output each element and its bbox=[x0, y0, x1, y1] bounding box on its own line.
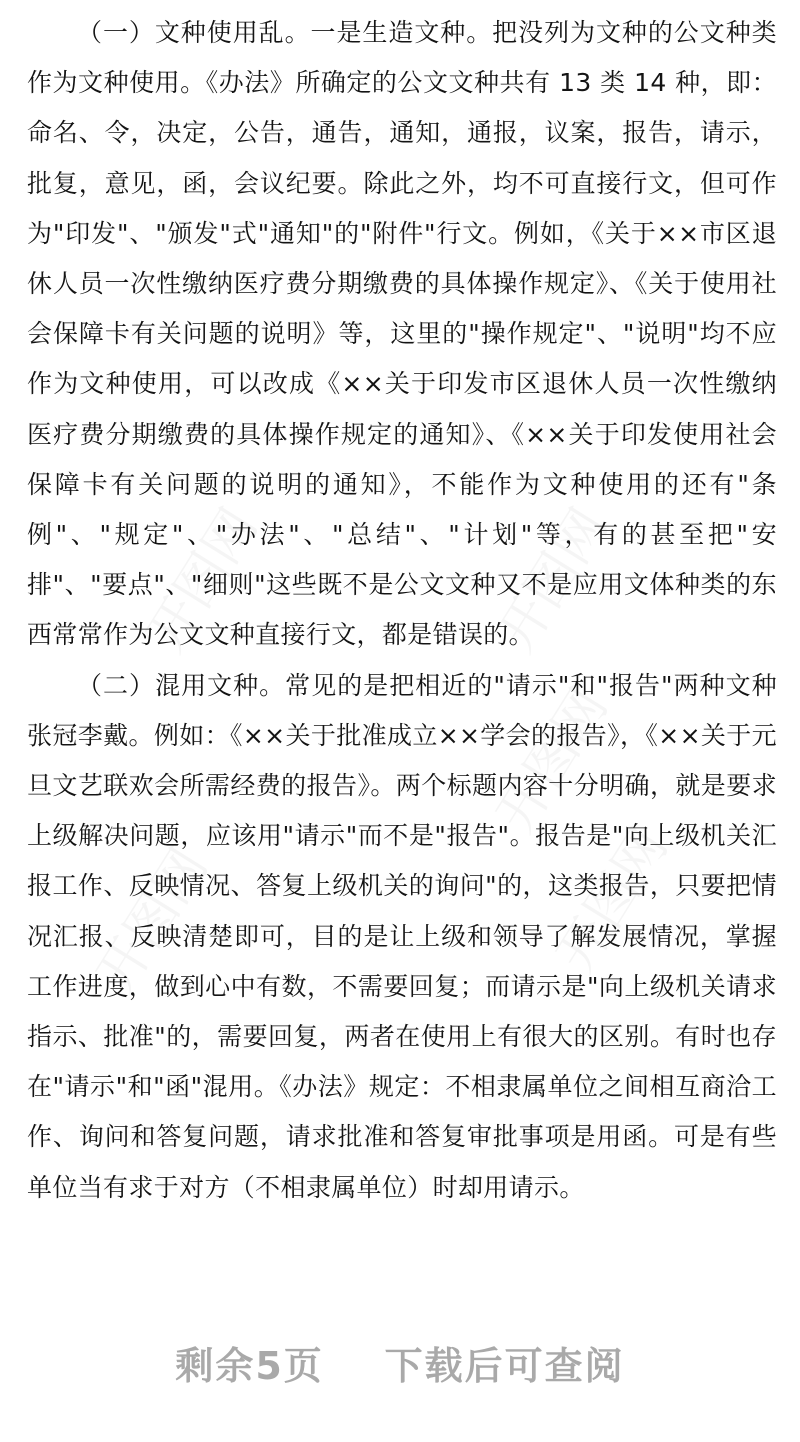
watermark-text: 开图网 bbox=[545, 818, 680, 983]
watermark-text: 开图网 bbox=[485, 678, 620, 843]
watermark-text: 开图网 bbox=[85, 838, 220, 1003]
watermark-text: 开图网 bbox=[485, 498, 620, 663]
document-body bbox=[27, 8, 777, 1213]
paragraph-2: （二）混用文种。常见的是把相近的"请示"和"报告"两种文种张冠李戴。例如：《××关于批准成立××学会的报告》，《××关于元旦文艺联欢会所需经费的报告》。两个标题内容十分明确，就是要求上级解决问题，应该用"请示"而不是"报告"。报告是"向上级机关汇报工作、反映情况、答复上级机关的询问"的，这类报告，只要把情况汇报、反映清楚即可，目的是让上级和领导了解发展情况，掌握工作进度，做到心中有数，不需要回复；而请示是"向上级机关请求指示、批准"的，需要回复，两者在使用上有很大的区别。有时也存在"请示"和"函"混用。《办法》规定：不相隶属单位之间相互商洽工作、询问和答复问题，请求批准和答复审批事项是用函。可是有些单位当有求于对方（不相隶属单位）时却用请示。 bbox=[27, 670, 777, 1202]
remaining-pages-notice: 剩余5页 下载后可查阅 bbox=[175, 1344, 625, 1388]
paragraph-1: （一）文种使用乱。一是生造文种。把没列为文种的公文种类作为文种使用。《办法》所确定的公文文种共有 13 类 14 种，即：命名、令，决定，公告，通告，通知，通报，议案，报告，请示，批复，意见，函，会议纪要。除此之外，均不可直接行文，但可作为"印发"、"颁发"式"通知"的"附件"行文。例如，《关于××市区退休人员一次性缴纳医疗费分期缴费的具体操作规定》、《关于使用社会保障卡有关问题的说明》等，这里的"操作规定"、"说明"均不应作为文种使用，可以改成《××关于印发市区退休人员一次性缴纳医疗费分期缴费的具体操作规定的通知》、《××关于印发使用社会保障卡有关问题的说明的通知》，不能作为文种使用的还有"条例"、"规定"、"办法"、"总结"、"计划"等，有的甚至把"安排"、"要点"、"细则"这些既不是公文文种又不是应用文体种类的东西常常作为公文文种直接行文，都是错误的。 bbox=[27, 18, 777, 650]
watermark-text: 开图网 bbox=[135, 498, 270, 663]
